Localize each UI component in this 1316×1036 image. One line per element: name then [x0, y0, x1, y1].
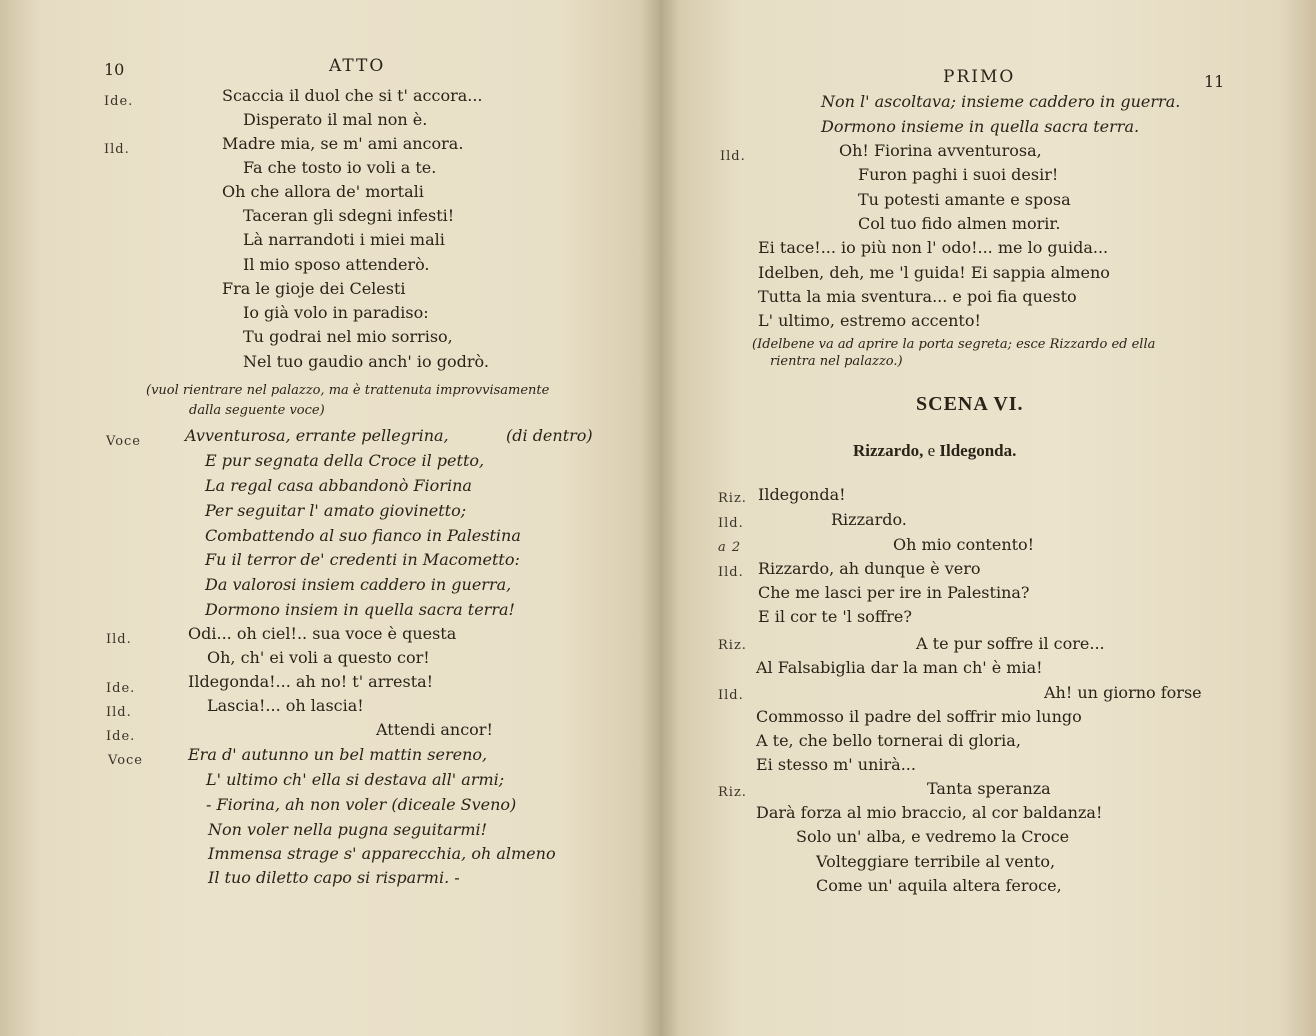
verse-line: Non voler nella pugna seguitarmi!	[208, 820, 488, 839]
verse-line: Tu potesti amante e sposa	[858, 190, 1071, 209]
verse-line: Non l' ascoltava; insieme caddero in guerra.	[821, 92, 1181, 111]
verse-line: Per seguitar l' amato giovinetto;	[205, 501, 467, 520]
stage-direction: dalla seguente voce)	[189, 403, 325, 418]
verse-line: Rizzardo, ah dunque è vero	[758, 559, 981, 578]
verse-line: Darà forza al mio braccio, al cor baldanza!	[756, 803, 1103, 822]
speaker-label: Riz.	[718, 785, 747, 800]
verse-line: Combattendo al suo fianco in Palestina	[205, 526, 521, 545]
verse-line: Al Falsabiglia dar la man ch' è mia!	[756, 658, 1043, 677]
stage-direction: (di dentro)	[506, 426, 593, 445]
verse-line: Commosso il padre del soffrir mio lungo	[756, 707, 1082, 726]
verse-line: Ildegonda!... ah no! t' arresta!	[188, 672, 434, 691]
verse-line: Dormono insiem in quella sacra terra!	[205, 600, 515, 619]
verse-line: Oh, ch' ei voli a questo cor!	[207, 648, 430, 667]
scene-characters	[853, 441, 1016, 461]
verse-line: Immensa strage s' apparecchia, oh almeno	[208, 844, 556, 863]
verse-line: Avventurosa, errante pellegrina,	[185, 426, 449, 445]
verse-line: Che me lasci per ire in Palestina?	[758, 583, 1030, 602]
verse-line: Disperato il mal non è.	[243, 110, 428, 129]
verse-line: Era d' autunno un bel mattin sereno,	[188, 745, 488, 764]
verse-line: L' ultimo ch' ella si destava all' armi;	[206, 770, 505, 789]
verse-line: Nel tuo gaudio anch' io godrò.	[243, 352, 489, 371]
verse-line: Tanta speranza	[927, 779, 1051, 798]
verse-line: La regal casa abbandonò Fiorina	[205, 476, 472, 495]
verse-line: Il tuo diletto capo si risparmi. -	[208, 868, 460, 887]
speaker-label: Ide.	[106, 729, 136, 744]
verse-line: Fa che tosto io voli a te.	[243, 158, 437, 177]
verse-line: Rizzardo.	[831, 510, 907, 529]
speaker-label: Voce	[106, 434, 141, 449]
verse-line: Lascia!... oh lascia!	[207, 696, 364, 715]
stage-direction: (Idelbene va ad aprire la porta segreta; esce Rizzardo ed ella	[752, 337, 1156, 352]
scene-title: SCENA VI.	[916, 393, 1024, 415]
verse-line: Il mio sposo attenderò.	[243, 255, 430, 274]
speaker-label: Ild.	[106, 632, 132, 647]
verse-line: Idelben, deh, me 'l guida! Ei sappia almeno	[758, 263, 1110, 282]
running-head: ATTO	[329, 56, 386, 76]
speaker-label: Ild.	[718, 516, 744, 531]
speaker-label: Ild.	[720, 149, 746, 164]
verse-line: Tutta la mia sventura... e poi fia questo	[758, 287, 1077, 306]
verse-line: Fu il terror de' credenti in Macometto:	[205, 550, 520, 569]
speaker-label: Voce	[108, 753, 143, 768]
verse-line: L' ultimo, estremo accento!	[758, 311, 981, 330]
character-name: Ildegonda.	[939, 441, 1017, 460]
verse-line: E pur segnata della Croce il petto,	[205, 451, 485, 470]
verse-line: Odi... oh ciel!.. sua voce è questa	[188, 624, 457, 643]
speaker-label: Ild.	[718, 688, 744, 703]
speaker-label: Ild.	[104, 142, 130, 157]
verse-line: Ah! un giorno forse	[1044, 683, 1202, 702]
verse-line: Oh che allora de' mortali	[222, 182, 424, 201]
running-head: PRIMO	[943, 67, 1016, 87]
right-page	[660, 0, 1316, 1036]
verse-line: Da valorosi insiem caddero in guerra,	[205, 575, 512, 594]
verse-line: Oh mio contento!	[893, 535, 1035, 554]
verse-line: Là narrandoti i miei mali	[243, 230, 445, 249]
verse-line: Come un' aquila altera feroce,	[816, 876, 1062, 895]
verse-line: Ildegonda!	[758, 485, 846, 504]
verse-line: Col tuo fido almen morir.	[858, 214, 1061, 233]
verse-line: Taceran gli sdegni infesti!	[243, 206, 455, 225]
verse-line: Fra le gioje dei Celesti	[222, 279, 406, 298]
stage-direction: rientra nel palazzo.)	[770, 354, 903, 369]
verse-line: - Fiorina, ah non voler (diceale Sveno)	[206, 795, 517, 814]
verse-line: Ei stesso m' unirà...	[756, 755, 916, 774]
verse-line: Volteggiare terribile al vento,	[816, 852, 1056, 871]
speaker-label: Ide.	[104, 94, 134, 109]
verse-line: Furon paghi i suoi desir!	[858, 165, 1059, 184]
verse-line: Madre mia, se m' ami ancora.	[222, 134, 464, 153]
speaker-label: a 2	[718, 540, 742, 555]
verse-line: Oh! Fiorina avventurosa,	[839, 141, 1042, 160]
verse-line: Scaccia il duol che si t' accora...	[222, 86, 483, 105]
speaker-label: Ild.	[106, 705, 132, 720]
speaker-label: Ide.	[106, 681, 136, 696]
page-number: 11	[1204, 72, 1225, 91]
verse-line: Attendi ancor!	[376, 720, 493, 739]
verse-line: Io già volo in paradiso:	[243, 303, 429, 322]
conjunction: e	[927, 441, 936, 460]
verse-line: Tu godrai nel mio sorriso,	[243, 327, 453, 346]
verse-line: A te, che bello tornerai di gloria,	[756, 731, 1021, 750]
speaker-label: Riz.	[718, 638, 747, 653]
page-number: 10	[104, 60, 125, 79]
verse-line: A te pur soffre il core...	[916, 634, 1105, 653]
stage-direction: (vuol rientrare nel palazzo, ma è trattenuta improvvisamente	[146, 383, 550, 398]
speaker-label: Ild.	[718, 565, 744, 580]
verse-line: Ei tace!... io più non l' odo!... me lo guida...	[758, 238, 1109, 257]
speaker-label: Riz.	[718, 491, 747, 506]
verse-line: E il cor te 'l soffre?	[758, 607, 912, 626]
verse-line: Dormono insieme in quella sacra terra.	[821, 117, 1140, 136]
verse-line: Solo un' alba, e vedremo la Croce	[796, 827, 1070, 846]
character-name: Rizzardo,	[853, 441, 924, 460]
